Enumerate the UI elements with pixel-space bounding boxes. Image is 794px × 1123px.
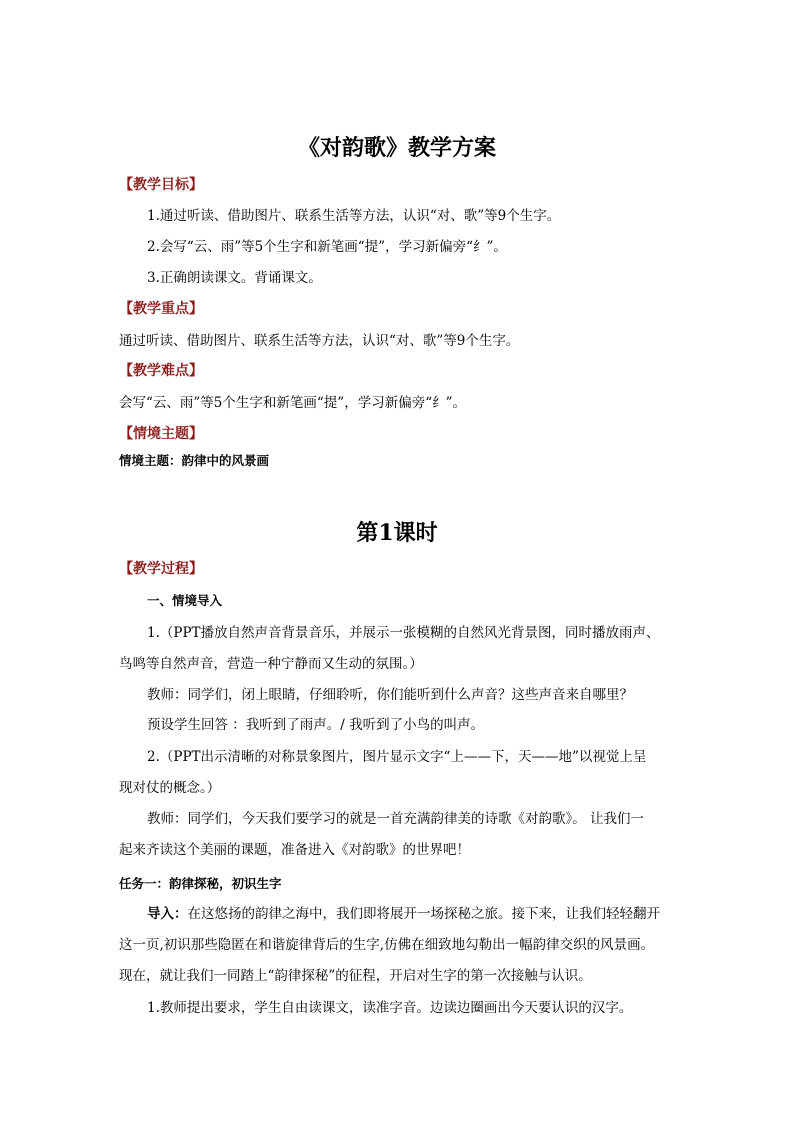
process-paragraph-1-line-1: 1.（PPT播放自然声音背景音乐，并展示一张模糊的自然风光背景图，同时播放雨声、 — [147, 625, 660, 641]
intro-label: 导入： — [147, 906, 188, 922]
section-header-theme: 【情境主题】 — [119, 426, 203, 442]
lesson-title: 第1课时 — [356, 520, 438, 546]
process-paragraph-2-line-1: 2.（PPT出示清晰的对称景象图片，图片显示文字“上——下，天——地”以视觉上呈 — [147, 749, 647, 765]
process-paragraph-2-line-2: 现对仗的概念。） — [119, 780, 221, 796]
student-answer: 预设学生回答 ：我听到了雨声。/ 我听到了小鸟的叫声。 — [147, 717, 485, 733]
task1-intro-line-3: 现在，就让我们一同踏上“韵律探秘”的征程，开启对生字的第一次接触与认识。 — [119, 968, 592, 984]
goal-item-3: 3.正确朗读课文。背诵课文。 — [147, 270, 322, 286]
section-header-difficulty: 【教学难点】 — [119, 363, 203, 379]
key-point-text: 通过听读、借助图片、联系生活等方法，认识“对、歌”等9个生字。 — [119, 333, 520, 349]
step1-title: 一、情境导入 — [147, 593, 223, 608]
teacher-question: 教师：同学们，闭上眼睛，仔细聆听，你们能听到什么声音？这些声音来自哪里？ — [147, 687, 633, 703]
teacher-intro-line-2: 起来齐读这个美丽的课题，准备进入《对韵歌》的世界吧！ — [119, 842, 470, 858]
theme-text: 情境主题：韵律中的风景画 — [119, 453, 270, 468]
task1-title: 任务一：韵律探秘，初识生字 — [119, 876, 282, 891]
teacher-intro-line-1: 教师：同学们，今天我们要学习的就是一首充满韵律美的诗歌《对韵歌》。 让我们一 — [147, 811, 645, 827]
section-header-process: 【教学过程】 — [119, 561, 203, 577]
task1-intro-line-1 — [147, 904, 660, 924]
document-title: 《对韵歌》教学方案 — [297, 135, 496, 161]
process-paragraph-1-line-2: 鸟鸣等自然声音，营造一种宁静而又生动的氛围。） — [119, 656, 423, 672]
difficulty-text: 会写“云、雨”等5个生字和新笔画“提”，学习新偏旁“纟”。 — [119, 395, 466, 411]
goal-item-2: 2.会写“云、雨”等5个生字和新笔画“提”，学习新偏旁“纟”。 — [147, 239, 507, 255]
goal-item-1: 1.通过听读、借助图片、联系生活等方法，认识“对、歌”等9个生字。 — [147, 208, 561, 224]
process-paragraph-6: 1.教师提出要求，学生自由读课文，读准字音。边读边圈画出今天要认识的汉字。 — [147, 1000, 633, 1016]
section-header-goals: 【教学目标】 — [119, 177, 203, 193]
intro-text: 在这悠扬的韵律之海中，我们即将展开一场探秘之旅。接下来，让我们轻轻翻开 — [187, 906, 660, 922]
section-header-key: 【教学重点】 — [119, 301, 203, 317]
task1-intro-line-2: 这一页,初识那些隐匿在和谐旋律背后的生字,仿佛在细致地勾勒出一幅韵律交织的风景画。 — [119, 937, 655, 953]
